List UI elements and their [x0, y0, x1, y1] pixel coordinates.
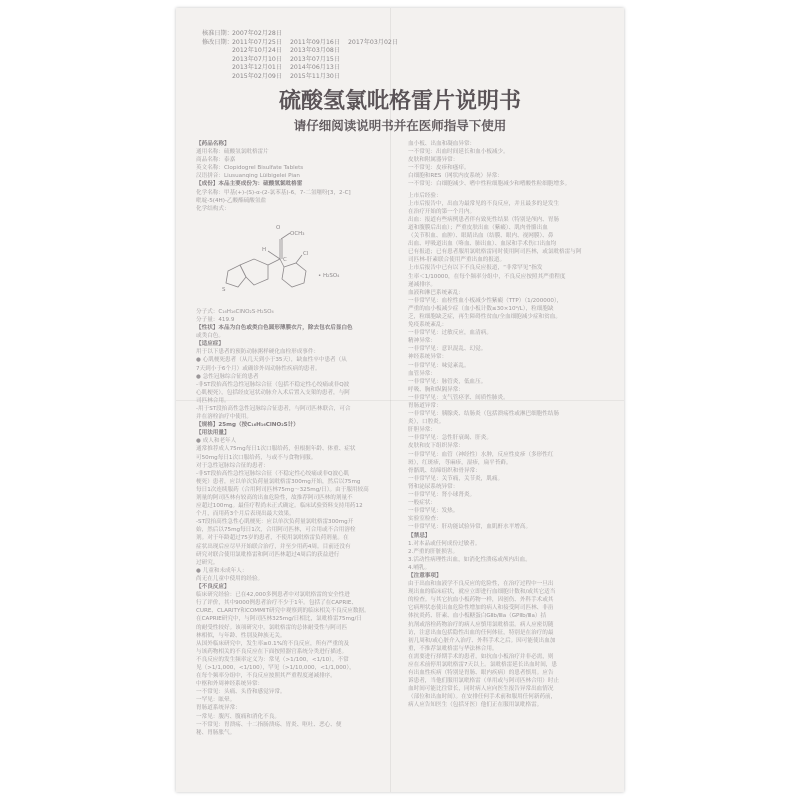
text-line: 一不常见：头痛、头昏和感觉异常。 [196, 689, 286, 696]
text-line: 化学名称：甲基(+)-(S)-α-(2-氯苯基)-6，7-二氢噻吩[3，2-C] [196, 189, 351, 196]
text-line: 一非常罕见：发热。 [408, 508, 459, 515]
text-line: 的检查。与其它抗血小板药物一样，因创伤、外科手术或其 [408, 597, 554, 604]
text-line: 秘、胃肠胀气。 [196, 729, 236, 736]
revision-row [202, 39, 398, 48]
text-line: 一非常罕见：血管（神经性）水肿，反应性皮疹（多形性红 [408, 451, 554, 458]
section-heading: 【注意事项】 [408, 572, 442, 579]
revision-label [202, 64, 232, 73]
revision-history [202, 30, 398, 82]
revision-date: 2013年07月15日 [290, 55, 341, 63]
section-heading: 【规格】25mg（按C₁₆H₁₆ClNO₂S计） [196, 422, 299, 429]
text-line: 体抗炎药、肝素、血小板糖蛋白GⅡb/Ⅲa（GPⅡb/Ⅲa）拮 [408, 613, 547, 620]
text-line: 一非常罕见：肾小球肾炎。 [408, 492, 476, 499]
text-line: 一常见：腹泻、腹痛和消化不良。 [196, 713, 280, 720]
text-line: 商品名称：泰嘉 [196, 157, 236, 164]
revision-row [202, 64, 398, 73]
text-line: 呼吸、胸和纵隔异常： [408, 386, 464, 393]
text-line: 炎），口腔炎。 [408, 419, 445, 426]
section-heading: 【成份】本品主要成份为：硫酸氢氯吡格雷 [196, 181, 303, 188]
svg-text:O: O [276, 224, 281, 231]
revision-label [202, 73, 232, 82]
text-line: 一非常罕见：血栓性血小板减少性紫癜（TTP）（1/200000）， [408, 297, 563, 304]
text-line: 由于出血和血液学不良反应的危险性，在治疗过程中一旦出 [408, 581, 554, 588]
text-line: 3.活动性病理性出血，如消化性溃疡或颅内出血。 [408, 556, 531, 563]
text-line: 一不常见：出血时间延长和血小板减少。 [408, 149, 509, 156]
text-line: 血管异常： [408, 370, 436, 377]
salt-label: • H₂SO₄ [318, 272, 340, 279]
hydrogen-label: H [262, 246, 267, 253]
text-line: 的耐受性较好。该项研究中，氯吡格雷的总体耐受性与阿司匹 [196, 624, 348, 631]
text-line: 1.对本品或任何成份过敏者。 [408, 540, 481, 547]
text-line: 白细胞和RES（网状内皮系统）异常： [408, 173, 503, 180]
sulfur-label: S [222, 286, 226, 293]
text-line: 抗剂或溶栓药物治疗的病人应慎用氯吡格雷。病人应密切随 [408, 621, 554, 628]
text-line: -用于ST段抬高性急性冠脉综合征患者，与阿司匹林联合，可合 [196, 405, 351, 412]
text-line: 递减排序。 [408, 281, 436, 288]
text-line: 尚无在儿童中使用的经验。 [196, 575, 264, 582]
section-heading: 【用法用量】 [196, 430, 230, 437]
text-line: 对于急性冠脉综合征的患者： [196, 462, 269, 469]
section-heading: 【适应症】 [196, 341, 224, 348]
text-line: 生率＜1/10000，在每个频率分组中，不良反应按照其严重程度 [408, 273, 566, 280]
document-subtitle: 请仔细阅读说明书并在医师指导下使用 [293, 118, 507, 133]
right-text-column [408, 140, 606, 710]
revision-label [202, 56, 232, 65]
text-line: 访，注意出血包括隐性出血的任何体征，特别是在治疗的最 [408, 629, 554, 636]
text-line: 剂量的阿司匹林有较高的出血危险性，故推荐阿司匹林的剂量不 [196, 495, 353, 501]
text-line: 神经系统异常： [408, 354, 448, 361]
text-line: -非ST段抬高性急性冠脉综合征（包括不稳定性心绞痛或非Q波 [196, 381, 350, 388]
text-line: 在CAPRIE研究中，与阿司匹林325mg/日相比，氯吡格雷75mg/日 [196, 616, 363, 623]
chlorine-label: Cl [303, 250, 309, 257]
text-line: 2.严重的肝脏损害。 [408, 548, 459, 555]
text-line: 严重的血小板减少症（血小板计数≤30×10⁹/L），粒细胞缺 [408, 305, 554, 312]
text-line: 肝胆异常： [408, 427, 436, 434]
text-line: 一非常罕见：支气管痉挛、间质性肺炎。 [408, 394, 509, 401]
text-line: 初几周和/或心脏介入治疗、外科手术之后。因可能使出血加 [408, 637, 556, 644]
text-line: ● 儿童和未成年人： [196, 567, 248, 574]
text-line: 一非常罕见：肝功能试验异常，血肌酐水平增高。 [408, 524, 532, 531]
text-line: 或类白色。 [196, 333, 224, 340]
text-line: 并在溶栓治疗中使用。 [196, 414, 252, 421]
text-line: 通常推荐成人75mg每日1次口服给药，但根据年龄、体重、症状 [196, 446, 356, 453]
text-line: 胃肠道异常： [408, 403, 442, 409]
revision-date: 2015年11月30日 [290, 72, 341, 80]
text-line: （关节积血、血肿）、眼睛出血（结膜、眼内、视网膜）、鼻 [408, 233, 554, 240]
text-line: 司匹林合用。 [196, 397, 230, 404]
text-line: （部位和出血时间）。在安排任何手术前和服用任何新药前， [408, 694, 557, 701]
text-line: 免疫系统紊乱： [408, 322, 448, 329]
text-line: 斑），红斑疹，荨麻疹，湿疹，扁平苔藓。 [408, 459, 512, 466]
text-line: 血液和淋巴系统紊乱： [408, 289, 464, 296]
text-line: 上市后经验： [408, 192, 442, 199]
text-line: 在治疗开始的第一个月内。 [408, 208, 476, 215]
text-line: 骨骼肌、结缔组织和骨异常： [408, 467, 481, 474]
text-line: 一般症状： [408, 500, 436, 507]
text-line: 通用名称：硫酸氢氯吡格雷片 [196, 149, 269, 156]
text-line: 一不常见：胃溃疡、十二指肠溃疡、胃炎、呕吐、恶心、便 [196, 721, 342, 728]
text-line: 用于以下患者的预防动脉粥样硬化血栓形成事件： [196, 349, 320, 356]
text-line: 可50mg每日1次口服给药，与或不与食物同服。 [196, 454, 317, 461]
text-line: 出血、呼吸道出血（咯血、肺出血）、血尿和手术伤口出血均 [408, 241, 557, 248]
text-line: -ST段抬高性急性心肌梗死：应以单次负荷量氯吡格雷300mg开 [196, 519, 354, 526]
text-line: 病人应告知医生（包括牙医）他们正在服用氯吡格雷。 [408, 702, 543, 709]
ester-group-label: OCH₃ [290, 230, 305, 237]
text-line: 一非常罕见：急性肝衰竭、肝炎。 [408, 435, 492, 442]
text-line: 与该药物相关的不良反应在下面按照器官系统分类进行描述。 [196, 648, 348, 655]
text-line: 精神异常： [408, 338, 436, 345]
text-line: 英文名称：Clopidogrel Bisulfate Tablets [196, 165, 304, 172]
text-line: 临床研究经验：已在42,000多例患者中对氯吡格雷的安全性进 [196, 592, 350, 599]
text-line: 上市后报告中已有以下不良反应报道，“非常罕见”指发 [408, 265, 543, 272]
text-line: 一非常罕见：味觉紊乱。 [408, 362, 470, 369]
text-line: 4.哺乳。 [408, 564, 431, 571]
text-line: 研究对联合使用氯吡格雷和阿司匹林超过4周后的获益进行 [196, 551, 340, 558]
revision-row [202, 30, 398, 39]
text-line: 吡啶-5(4H)-乙酸酯硫酸氢盐 [196, 197, 267, 204]
section-heading: 【药品名称】 [196, 141, 230, 147]
text-line: 梗死）患者，应以单次负荷量氯吡格雷300mg开始，然后以75mg [196, 478, 361, 485]
text-line: 行了评价，其中9000例患者治疗不少于1年。包括了在CAPRIE、 [196, 600, 358, 607]
revision-date: 2011年09月16日 [290, 38, 341, 46]
text-line: 7天到小于6个月）或确诊外周动脉性疾病的患者。 [196, 365, 321, 372]
text-line: 现出血的临床症状，就应立即进行血细胞计数和/或其它适当 [408, 589, 556, 596]
text-line: 血小板、出血和凝血异常： [408, 141, 476, 147]
text-line: 林相似，与年龄、性别及种族无关。 [196, 632, 286, 639]
text-line: 心肌梗死），包括经皮冠状动脉介入术后置入支架的患者，与阿 [196, 389, 350, 396]
text-line: 一不常见：白细胞减少、嗜中性粒细胞减少和嗜酸性粒细胞增多。 [408, 181, 571, 188]
text-line: 上市后报告中，出血为最常见的不良反应，并且最多的是发生 [408, 200, 560, 207]
text-line: 个月，而用药3个月后表现出最大效果。 [196, 511, 295, 518]
text-line: -非ST段抬高性急性冠脉综合征（不稳定性心绞痛或非Q波心肌 [196, 470, 350, 477]
text-line: ● 成人和老年人 [196, 438, 237, 445]
text-line: 不良反应的发生频率定义为：常见（>1/100，<1/10），不常 [196, 656, 349, 663]
revision-date: 2013年07月10日 [232, 55, 283, 63]
text-line: 始，然后以75mg每日1次，合用阿司匹林，可合用或不合用溶栓 [196, 527, 356, 534]
revision-date: 2013年12月01日 [232, 64, 283, 72]
text-line: 症状出现后应尽早开始联合治疗，并至少用药4周。目前还没有 [196, 543, 351, 550]
text-line: 应在术前停用氯吡格雷7天以上。氯吡格雷延长出血时间，患 [408, 662, 557, 668]
text-line: 每日1次连续服药（合用阿司匹林75mg～325mg/日）。由于服用较高 [196, 486, 369, 493]
revision-row [202, 47, 398, 56]
revision-label [202, 47, 232, 56]
text-line: 应超过100mg。最佳疗程尚未正式确定。临床试验资料支持用药12 [196, 503, 363, 510]
text-line: 肾和泌尿系统异常： [408, 483, 459, 490]
text-line: 已有报道；已有患者服用氯吡格雷同时使用阿司匹林，或氯吡格雷与阿 [408, 249, 582, 256]
text-line: 实验室检查： [408, 516, 442, 523]
text-line: 过研究。 [196, 559, 219, 566]
revision-date: 2013年03月08日 [290, 47, 341, 55]
revision-date: 2007年02月28日 [232, 30, 283, 37]
left-text-column [196, 140, 394, 737]
revision-label: 修改日期： [202, 38, 233, 46]
text-line: 剂。对于年龄超过75岁的患者，不使用氯吡格雷负荷剂量。在 [196, 535, 349, 542]
text-line: 一非常罕见：意识混乱、幻觉。 [408, 346, 487, 353]
text-line: 一非常罕见：胰腺炎、结肠炎（包括溃疡性或淋巴细胞性结肠 [408, 411, 560, 418]
text-line: 分子量：419.9 [196, 316, 235, 323]
text-line: ● 急性冠脉综合征的患者 [196, 373, 259, 380]
text-line: 在每个频率分组中，不良反应按照其严重程度递减排序。 [196, 673, 336, 680]
revision-date: 2011年07月25日 [232, 38, 283, 46]
text-line: 化学结构式： [196, 205, 230, 212]
text-line: ● 心肌梗死患者（从几天到小于35天），缺血性卒中患者（从 [196, 357, 347, 364]
revision-date: 2012年10月24日 [232, 47, 283, 55]
text-line: 一非常罕见：脉管炎，低血压。 [408, 378, 487, 385]
text-line: 汉语拼音：Liusuanqing Lüibigelei Pian [196, 173, 300, 180]
text-line: 从国外临床研究中，发生率≥0.1%的不良反应，所有严重的及 [196, 640, 350, 647]
text-line: 一非常罕见：过敏反应，血清病。 [408, 330, 492, 337]
document-title: 硫酸氢氯吡格雷片说明书 [278, 89, 521, 114]
revision-row [202, 73, 398, 82]
text-line: 皮肤和皮下组织异常： [408, 443, 464, 450]
text-line: 司匹林-肝素联合使用严重出血的报道。 [408, 257, 506, 264]
text-line: 胃肠道系统异常： [196, 705, 241, 712]
carbon-label: C [283, 256, 287, 263]
text-line: 它病理状态使出血危险性增加的病人和接受阿司匹林、非甾 [408, 605, 554, 612]
structure-diagram [206, 215, 366, 307]
text-line: 乏，粒细胞缺乏症，再生障碍性贫血/全血细胞减少症和贫血。 [408, 313, 561, 320]
text-line: 在需要进行择期手术的患者，如抗血小板治疗并非必需，则 [408, 653, 554, 660]
text-line: 出血：报道有些病例患者伴有致死性结果（特别是颅内、胃肠 [408, 216, 560, 223]
text-line: 分子式：C₁₆H₁₆ClNO₂S·H₂SO₄ [196, 308, 274, 315]
text-line: 中枢和外周神经系统异常： [196, 681, 264, 688]
revision-label: 核准日期： [202, 30, 233, 37]
section-heading: 【不良反应】 [196, 584, 230, 591]
revision-date: 2014年06月13日 [290, 64, 341, 72]
chemical-structure [196, 215, 394, 307]
text-line: 皮肤和附属器异常： [408, 157, 459, 164]
section-heading: 【禁忌】 [408, 532, 431, 539]
text-line: 一非常罕见：关节痛，关节炎，肌痛。 [408, 475, 504, 482]
text-line: 有出血性疾病（特别是胃肠、眼内疾病）的患者慎用。应告 [408, 670, 554, 677]
text-line: 见（>1/1,000，<1/100），罕见（>1/10,000，<1/1,000）， [196, 664, 355, 671]
text-line: 诉患者，当他们服用氯吡格雷（单用或与阿司匹林合用）时止 [408, 678, 560, 685]
text-line: 血时间可能比往常长，同时病人应向医生报告异常出血情况 [408, 686, 554, 693]
leaflet-sheet [176, 8, 624, 792]
text-line: CURE、CLARITY和COMMIT研究中观察到的临床相关不良反应数据。 [196, 608, 370, 615]
section-heading: 【性状】本品为白色或类白色圆形薄膜衣片，除去包衣后显白色 [196, 325, 353, 332]
text-line: 一罕见：眩晕。 [196, 697, 236, 704]
text-line: 重，不推荐氯吡格雷与华法林合用。 [408, 645, 498, 652]
revision-date: 2015年02月09日 [232, 72, 283, 80]
text-line: 一不常见：皮疹和瘙痒。 [408, 165, 470, 172]
text-line: 道和腹膜后出血）；严重皮肤出血（紫癜）、肌肉骨骼出血 [408, 224, 548, 231]
revision-date: 2017年03月02日 [348, 38, 399, 46]
